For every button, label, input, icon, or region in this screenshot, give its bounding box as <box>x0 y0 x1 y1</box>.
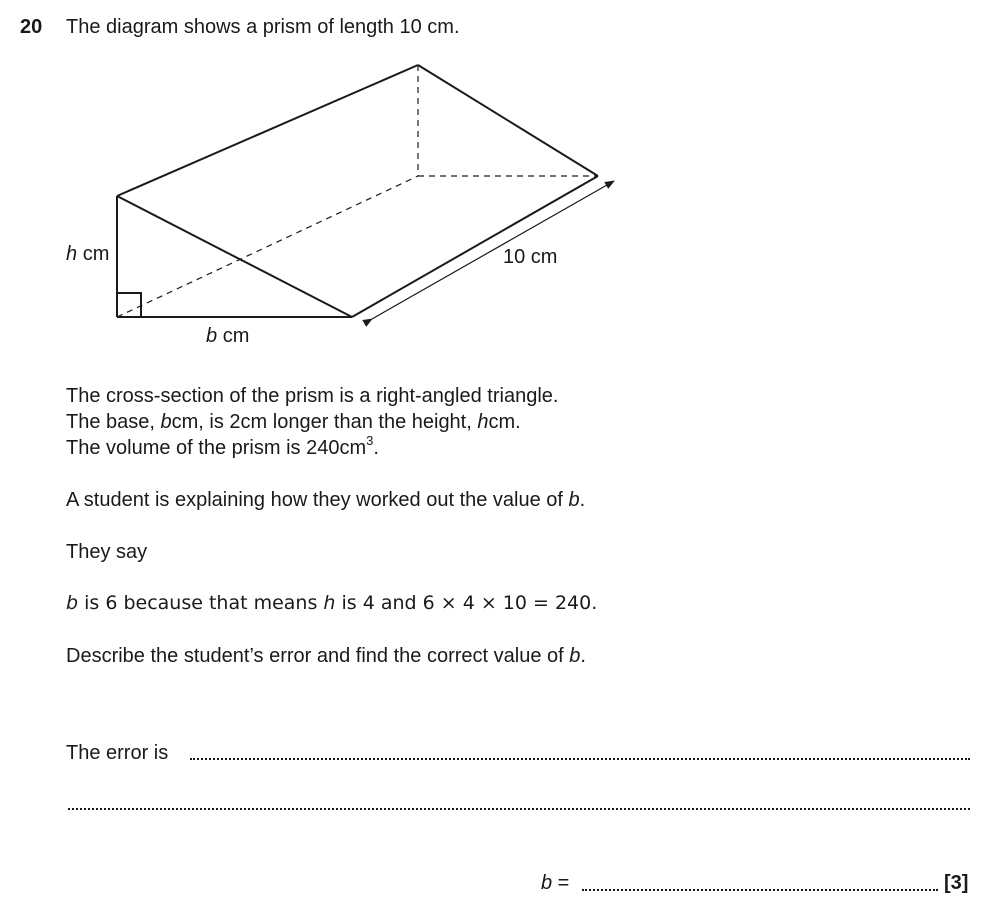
question-stem: The diagram shows a prism of length 10 cm. <box>66 16 460 38</box>
length-label: 10 cm <box>503 246 558 268</box>
hidden-bottom-long-edge <box>117 176 418 317</box>
right-angle-marker <box>117 293 141 317</box>
student-intro: A student is explaining how they worked out the value of b. <box>66 489 586 511</box>
info-line-3: The volume of the prism is $240cm^3$. <box>66 433 379 459</box>
height-label: h cm <box>66 243 110 265</box>
info-line-1: The cross-section of the prism is a right-angled triangle. <box>66 385 559 407</box>
marks-indicator: [3] <box>944 872 969 894</box>
length-arrow <box>372 181 614 319</box>
student-quote: b is 6 because that means h is 4 and 6 × 4 × 10 = 240. <box>66 592 598 614</box>
they-say-text: They say <box>66 541 148 563</box>
info-line-2: The base, bcm, is 2cm longer than the height, hcm. <box>66 411 521 433</box>
prism-diagram <box>0 0 1000 360</box>
top-long-edge <box>117 65 418 196</box>
b-answer-line[interactable] <box>582 889 938 891</box>
bottom-long-edge <box>352 176 598 317</box>
error-answer-line-2[interactable] <box>68 808 970 810</box>
task-instruction: Describe the student’s error and find the correct value of b. <box>66 645 586 667</box>
top-slant-edge <box>418 65 598 176</box>
front-hypotenuse-edge <box>117 196 352 317</box>
base-label: b cm <box>206 325 250 347</box>
question-number: 20 <box>20 16 43 38</box>
error-label: The error is <box>66 742 169 764</box>
error-answer-line-1[interactable] <box>190 758 970 760</box>
b-answer-label: b = <box>541 872 570 894</box>
